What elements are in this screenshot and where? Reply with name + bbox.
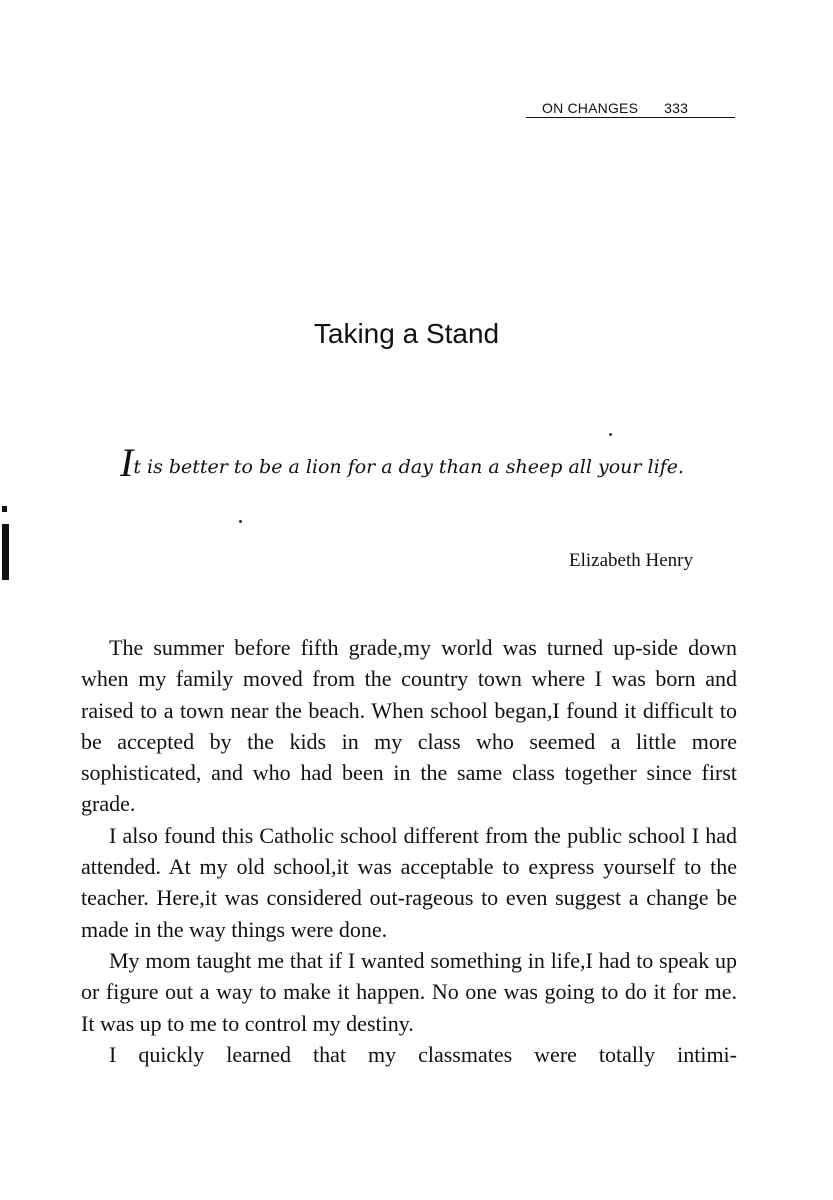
section-title: ON CHANGES	[542, 100, 639, 116]
body-text	[81, 632, 737, 1070]
paragraph: The summer before fifth grade,my world was turned up-side down when my family moved from the country town where I was born and raised to a town near the beach. When school began,I found it difficult to be accepted by the kids in my class who seemed a little more sophisticated, and who had been in the same class together since first grade.	[81, 635, 737, 817]
paragraph: I quickly learned that my classmates were totally intimi-	[109, 1041, 737, 1067]
scan-mark	[2, 506, 7, 512]
epigraph-quote	[120, 440, 700, 485]
page-number: 333	[664, 100, 689, 116]
epigraph-drop-letter: I	[120, 440, 134, 485]
epigraph-attribution: Elizabeth Henry	[569, 550, 693, 571]
running-header	[526, 100, 735, 118]
scan-speck	[239, 520, 242, 523]
paragraph: I also found this Catholic school different from the public school I had attended. At my old school,it was acceptable to express yourself to the teacher. Here,it was considered out-rageous to even suggest a change be made in the way things were done.	[81, 822, 737, 942]
epigraph-text: t is better to be a lion for a day than a sheep all your life.	[133, 456, 684, 478]
chapter-title: Taking a Stand	[313, 318, 500, 349]
paragraph: My mom taught me that if I wanted something in life,I had to speak up or figure out a way to make it happen. No one was going to do it for me. It was up to me to control my destiny.	[81, 947, 737, 1036]
scan-mark	[2, 524, 9, 580]
scan-speck	[609, 433, 612, 436]
